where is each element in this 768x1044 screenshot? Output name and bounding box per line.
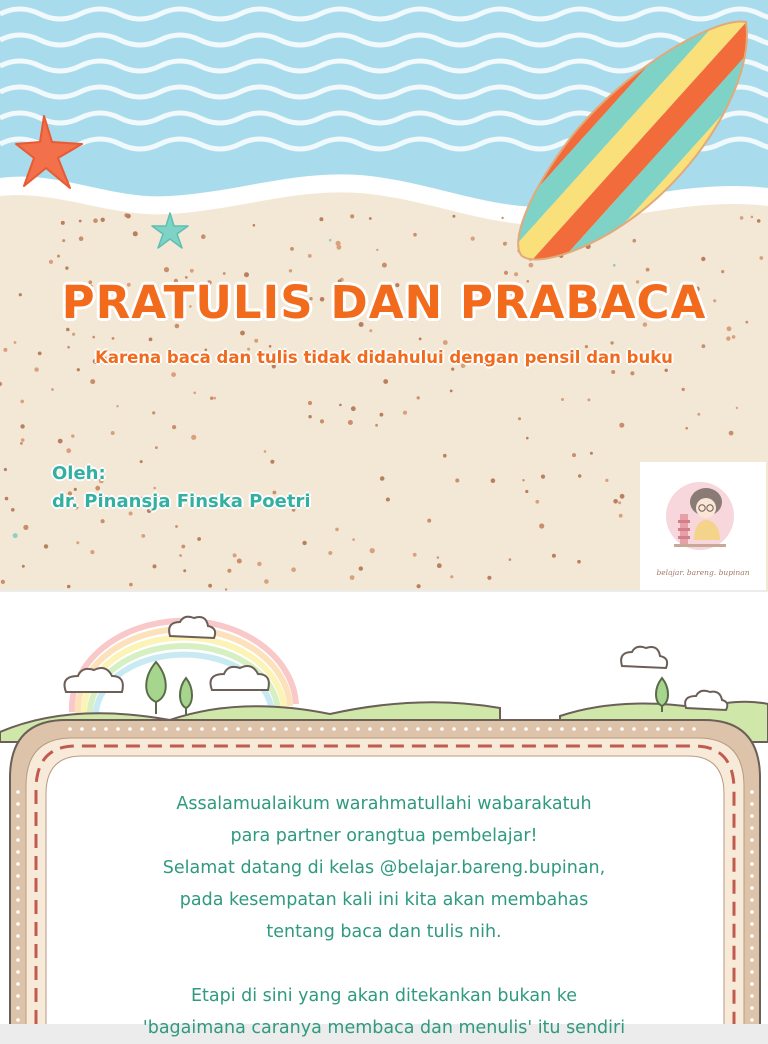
author-name: dr. Pinansja Finska Poetri <box>52 491 311 512</box>
paragraph-topic <box>0 980 768 1044</box>
greeting-line-3: Selamat datang di kelas @belajar.bareng.bupinan, <box>162 858 606 878</box>
brand-logo <box>640 462 766 590</box>
slide-subtitle: Karena baca dan tulis tidak didahului dengan pensil dan buku <box>95 348 673 367</box>
author-label: Oleh: <box>52 463 106 484</box>
author-block <box>52 460 311 516</box>
logo-caption: belajar. bareng. bupinan <box>656 568 750 577</box>
paragraph-greeting <box>0 788 768 948</box>
small-starfish-icon <box>150 212 190 250</box>
greeting-line-4: pada kesempatan kali ini kita akan membahas <box>179 890 589 910</box>
greeting-line-5: tentang baca dan tulis nih. <box>266 922 502 942</box>
welcome-message <box>0 788 768 1044</box>
slide-title: PRATULIS DAN PRABACA <box>61 276 707 329</box>
starfish-icon <box>16 114 86 192</box>
paragraph-spacer <box>0 948 768 980</box>
logo-girl-icon <box>640 462 766 572</box>
topic-line-2: 'bagaimana caranya membaca dan menulis' itu sendiri <box>142 1018 626 1038</box>
intro-slide <box>0 592 768 1038</box>
greeting-line-2: para partner orangtua pembelajar! <box>230 826 538 846</box>
greeting-line-1: Assalamualaikum warahmatullahi wabarakatuh <box>176 794 592 814</box>
surfboard-icon <box>508 16 758 268</box>
topic-line-1: Etapi di sini yang akan ditekankan bukan ke <box>190 986 578 1006</box>
